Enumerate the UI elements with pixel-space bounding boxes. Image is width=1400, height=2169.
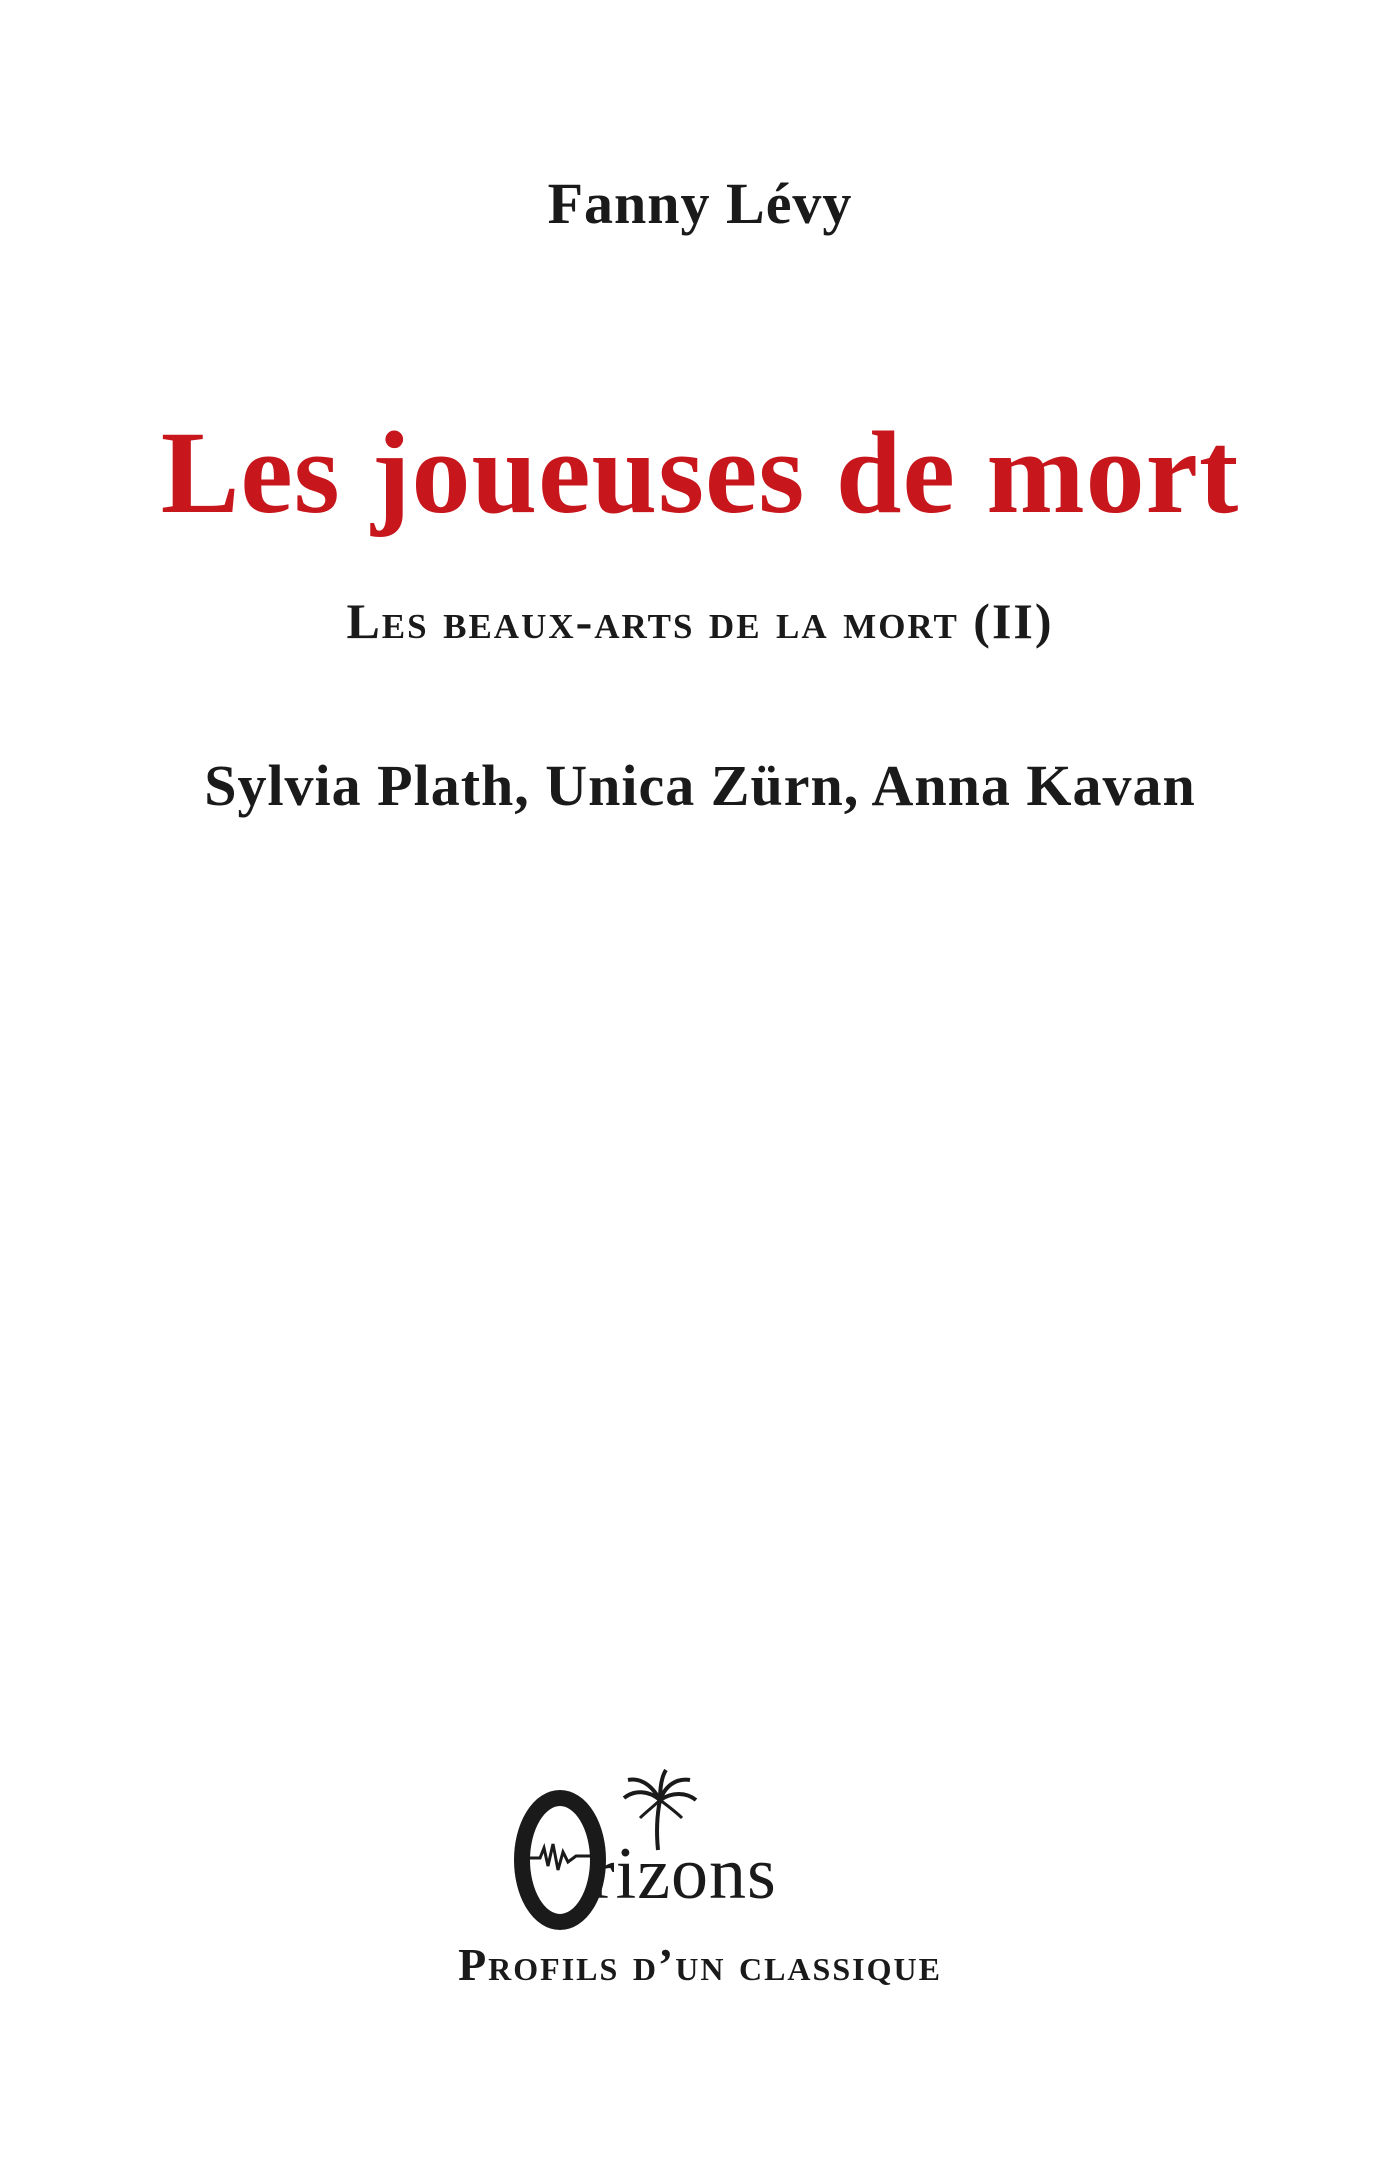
book-title: Les joueuses de mort <box>160 407 1240 538</box>
subject-authors: Sylvia Plath, Unica Zürn, Anna Kavan <box>204 753 1196 818</box>
publisher-logo <box>510 1760 890 1930</box>
series-name: Profils d’un classique <box>458 1939 942 1990</box>
logo-wave <box>524 1844 600 1870</box>
book-subtitle: Les beaux-arts de la mort (II) <box>346 593 1054 649</box>
logo-wordmark: rizons <box>590 1833 777 1915</box>
author-name: Fanny Lévy <box>547 171 853 236</box>
